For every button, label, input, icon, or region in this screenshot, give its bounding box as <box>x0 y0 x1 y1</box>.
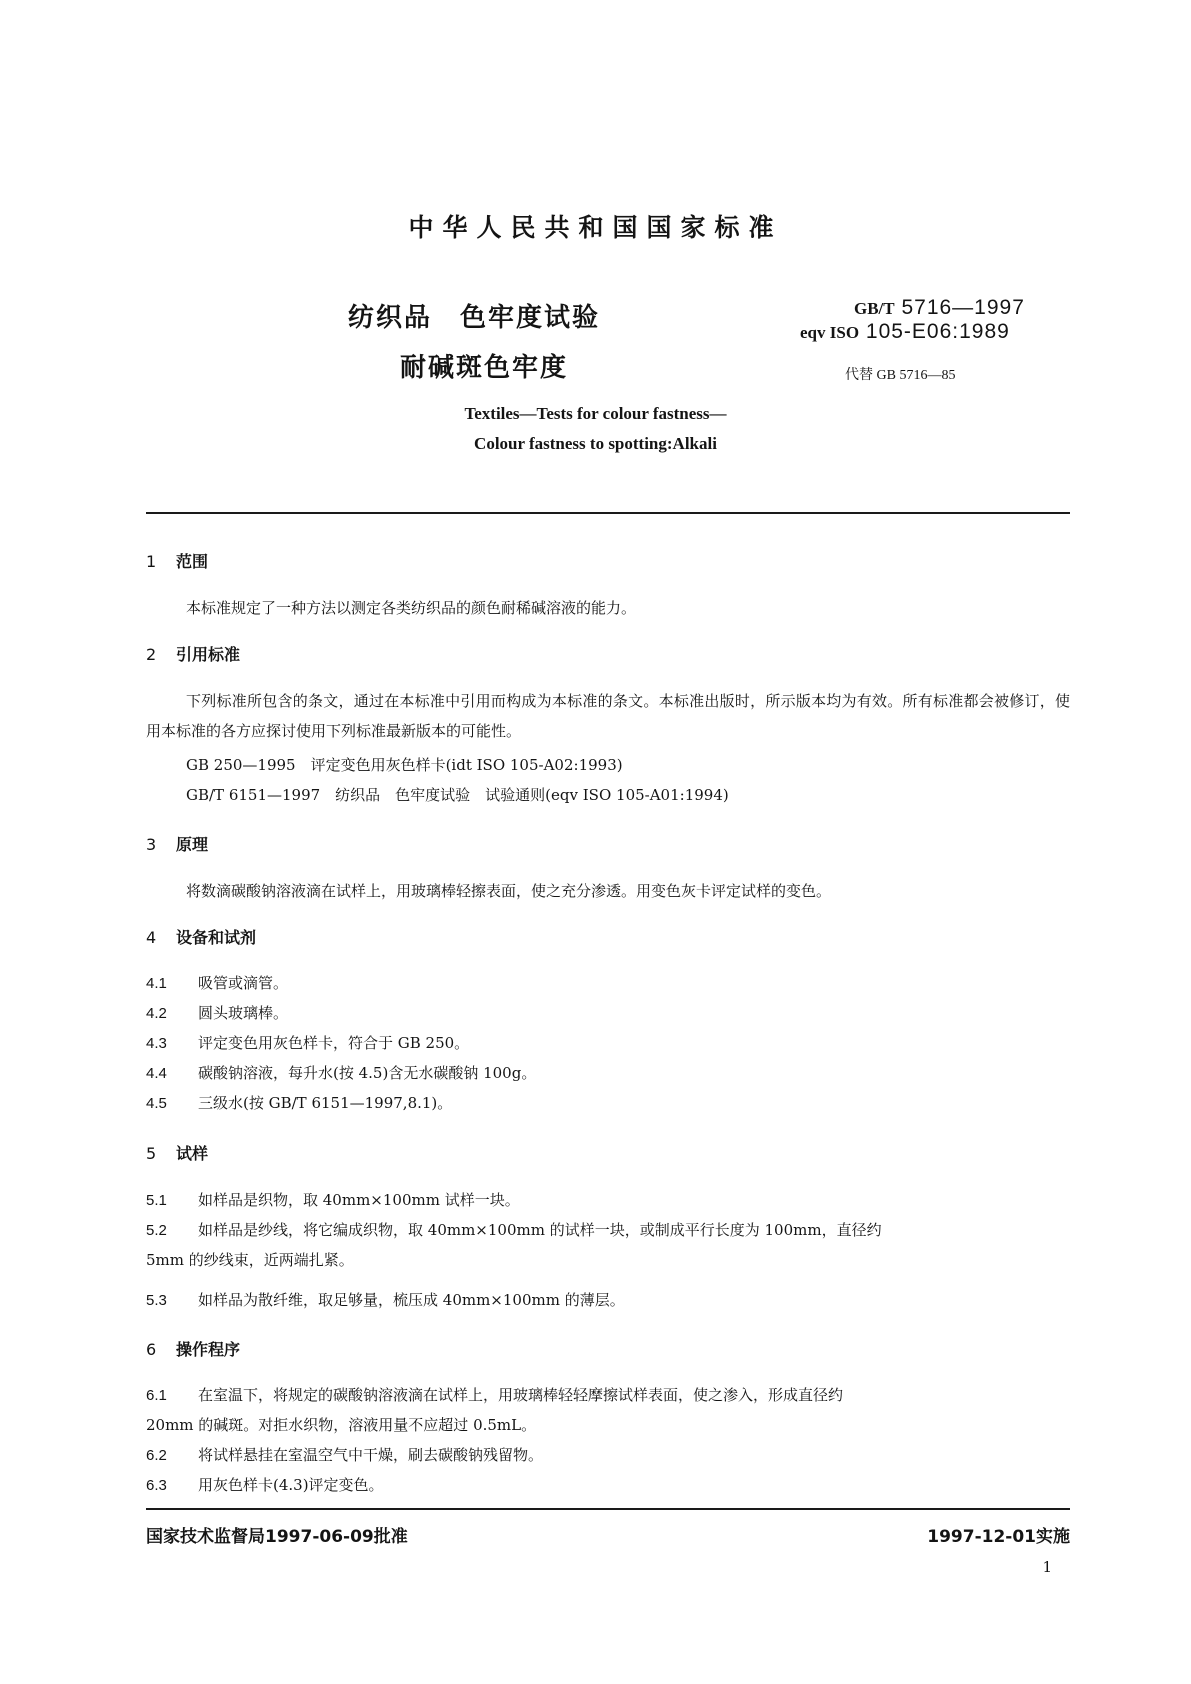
item-number: 5.3 <box>146 1292 167 1309</box>
section-number: 5 <box>146 1144 157 1163</box>
list-item <box>146 1474 384 1495</box>
item-number: 4.1 <box>146 975 167 992</box>
item-text: 碳酸钠溶液，每升水(按 4.5)含无水碳酸钠 100g。 <box>198 1064 537 1082</box>
item-text: 如样品是织物，取 40mm×100mm 试样一块。 <box>198 1191 520 1209</box>
approval-date: 国家技术监督局1997-06-09批准 <box>146 1527 408 1547</box>
scope-paragraph: 本标准规定了一种方法以测定各类纺织品的颜色耐稀碱溶液的能力。 <box>186 599 637 617</box>
section-title: 范围 <box>176 552 209 571</box>
list-item <box>146 1289 625 1310</box>
item-text: 用灰色样卡(4.3)评定变色。 <box>198 1476 384 1494</box>
list-item <box>146 1189 520 1210</box>
header-divider <box>146 512 1070 514</box>
standard-gbt-number: 5716—1997 <box>901 296 1025 319</box>
list-item <box>146 1444 543 1465</box>
section-number: 1 <box>146 552 157 571</box>
list-item <box>146 1384 843 1405</box>
list-item <box>146 1219 882 1240</box>
section-heading-principle <box>146 832 208 855</box>
title-cn-line1: 纺织品 色牢度试验 <box>348 303 601 333</box>
item-text: 三级水(按 GB/T 6151—1997,8.1)。 <box>198 1094 453 1112</box>
item-number: 6.3 <box>146 1477 167 1494</box>
section-heading-specimen <box>146 1141 208 1164</box>
item-text: 吸管或滴管。 <box>198 974 289 992</box>
effective-date: 1997-12-01实施 <box>927 1527 1070 1547</box>
list-item <box>146 1032 469 1053</box>
section-title: 引用标准 <box>176 645 241 664</box>
title-en-line1: Textiles—Tests for colour fastness— <box>464 404 727 423</box>
section-heading-procedure <box>146 1337 240 1360</box>
item-number: 4.4 <box>146 1065 167 1082</box>
section-number: 2 <box>146 645 157 664</box>
page-number: 1 <box>1042 1558 1052 1576</box>
section-title: 设备和试剂 <box>176 928 257 947</box>
footer-divider <box>146 1508 1070 1510</box>
replaces-standard: 代替 GB 5716—85 <box>845 368 956 383</box>
section-number: 3 <box>146 835 157 854</box>
standard-eqv-number: 105-E06:1989 <box>865 320 1010 343</box>
item-text: 将试样悬挂在室温空气中干燥，刷去碳酸钠残留物。 <box>198 1446 544 1464</box>
list-item <box>146 1062 536 1083</box>
item-number: 4.2 <box>146 1005 167 1022</box>
reference-item: GB/T 6151—1997 纺织品 色牢度试验 试验通则(eqv ISO 105-A01:1994) <box>186 786 729 804</box>
item-text: 评定变色用灰色样卡，符合于 GB 250。 <box>198 1034 470 1052</box>
item-text: 如样品为散纤维，取足够量，梳压成 40mm×100mm 的薄层。 <box>198 1291 625 1309</box>
item-number: 5.2 <box>146 1222 167 1239</box>
section-number: 6 <box>146 1340 157 1359</box>
section-number: 4 <box>146 928 157 947</box>
title-en-line2: Colour fastness to spotting:Alkali <box>474 434 717 453</box>
standard-number <box>854 296 1025 320</box>
standard-gbt-prefix: GB/T <box>854 299 895 318</box>
section-title: 原理 <box>176 835 209 854</box>
list-item <box>146 1002 288 1023</box>
references-paragraph: 下列标准所包含的条文，通过在本标准中引用而构成为本标准的条文。本标准出版时，所示版本均为有效。所有标准都会被修订，使用本标准的各方应探讨使用下列标准最新版本的可能性。 <box>146 692 1070 740</box>
section-title: 试样 <box>176 1144 209 1163</box>
principle-paragraph: 将数滴碳酸钠溶液滴在试样上，用玻璃棒轻擦表面，使之充分渗透。用变色灰卡评定试样的变色。 <box>186 882 832 900</box>
standard-eqv-prefix: eqv ISO <box>800 323 860 342</box>
item-number: 6.1 <box>146 1387 167 1404</box>
title-cn-line2: 耐碱斑色牢度 <box>400 353 569 383</box>
list-item-continuation: 5mm 的纱线束，近两端扎紧。 <box>146 1251 354 1269</box>
section-heading-scope <box>146 549 208 572</box>
list-item-continuation: 20mm 的碱斑。对拒水织物，溶液用量不应超过 0.5mL。 <box>146 1416 537 1434</box>
item-text: 圆头玻璃棒。 <box>198 1004 289 1022</box>
list-item <box>146 972 288 993</box>
equivalent-standard <box>800 320 1010 344</box>
section-title: 操作程序 <box>176 1340 241 1359</box>
item-number: 4.3 <box>146 1035 167 1052</box>
section-heading-apparatus <box>146 925 256 948</box>
item-text: 如样品是纱线，将它编成织物，取 40mm×100mm 的试样一块，或制成平行长度为 100mm，直径约 <box>198 1221 882 1239</box>
item-number: 4.5 <box>146 1095 167 1112</box>
reference-item: GB 250—1995 评定变色用灰色样卡(idt ISO 105-A02:1993) <box>186 756 623 774</box>
item-number: 5.1 <box>146 1192 167 1209</box>
item-text: 在室温下，将规定的碳酸钠溶液滴在试样上，用玻璃棒轻轻摩擦试样表面，使之渗入，形成直径约 <box>198 1386 844 1404</box>
national-standard-heading: 中华人民共和国国家标准 <box>408 213 783 242</box>
item-number: 6.2 <box>146 1447 167 1464</box>
list-item <box>146 1092 452 1113</box>
section-heading-references <box>146 642 240 665</box>
